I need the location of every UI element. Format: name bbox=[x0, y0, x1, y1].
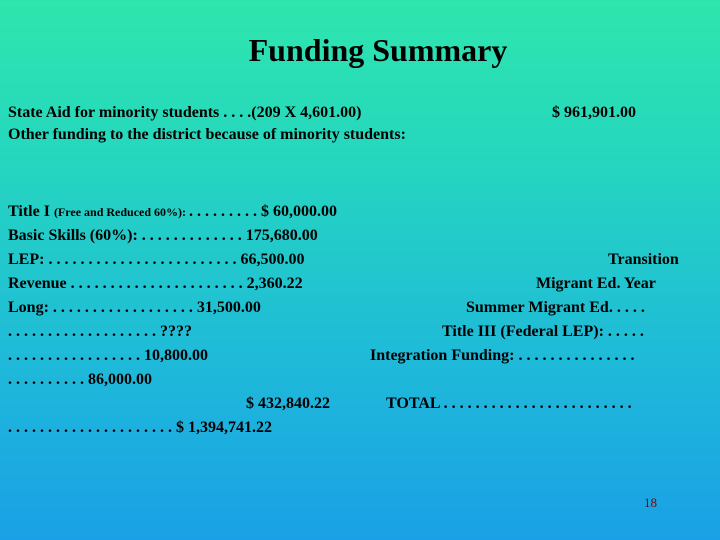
basic-skills-line: Basic Skills (60%): . . . . . . . . . . . . . 175,680.00 bbox=[8, 227, 318, 244]
slide-title: Funding Summary bbox=[248, 32, 508, 68]
lep-line: LEP: . . . . . . . . . . . . . . . . . . . . . . . . 66,500.00 bbox=[8, 251, 305, 268]
title-iii-label: Title III (Federal LEP): . . . . . bbox=[442, 323, 644, 340]
migrant-ed-year-label: Migrant Ed. Year bbox=[536, 275, 656, 292]
summer-migrant-amount: . . . . . . . . . . . . . . . . . . . ???? bbox=[8, 323, 192, 340]
title-i-amount: . . . . . . . . . $ 60,000.00 bbox=[189, 203, 338, 220]
integration-funding-label: Integration Funding: . . . . . . . . . . . . . . . bbox=[370, 347, 635, 364]
title-i-label: Title I bbox=[8, 203, 54, 220]
subtotal-amount: $ 432,840.22 bbox=[246, 395, 330, 412]
state-aid-label: State Aid for minority students . . . .(209 X 4,601.00) bbox=[8, 104, 362, 121]
other-funding-label: Other funding to the district because of minority students: bbox=[8, 126, 406, 143]
title-i-note: (Free and Reduced 60%): bbox=[53, 205, 190, 219]
total-label: TOTAL . . . . . . . . . . . . . . . . . . . . . . . . bbox=[386, 395, 632, 412]
title-i-line bbox=[8, 202, 337, 222]
long-line: Long: . . . . . . . . . . . . . . . . . . 31,500.00 bbox=[8, 299, 261, 316]
total-amount-line: . . . . . . . . . . . . . . . . . . . . . $ 1,394,741.22 bbox=[8, 419, 272, 436]
integration-funding-amount: . . . . . . . . . . 86,000.00 bbox=[8, 371, 152, 388]
revenue-line: Revenue . . . . . . . . . . . . . . . . . . . . . . 2,360.22 bbox=[8, 275, 303, 292]
transition-label: Transition bbox=[608, 251, 679, 268]
summer-migrant-label: Summer Migrant Ed. . . . . bbox=[466, 299, 645, 316]
state-aid-amount: $ 961,901.00 bbox=[552, 104, 636, 121]
title-iii-amount: . . . . . . . . . . . . . . . . . 10,800.00 bbox=[8, 347, 208, 364]
page-number: 18 bbox=[644, 495, 657, 510]
